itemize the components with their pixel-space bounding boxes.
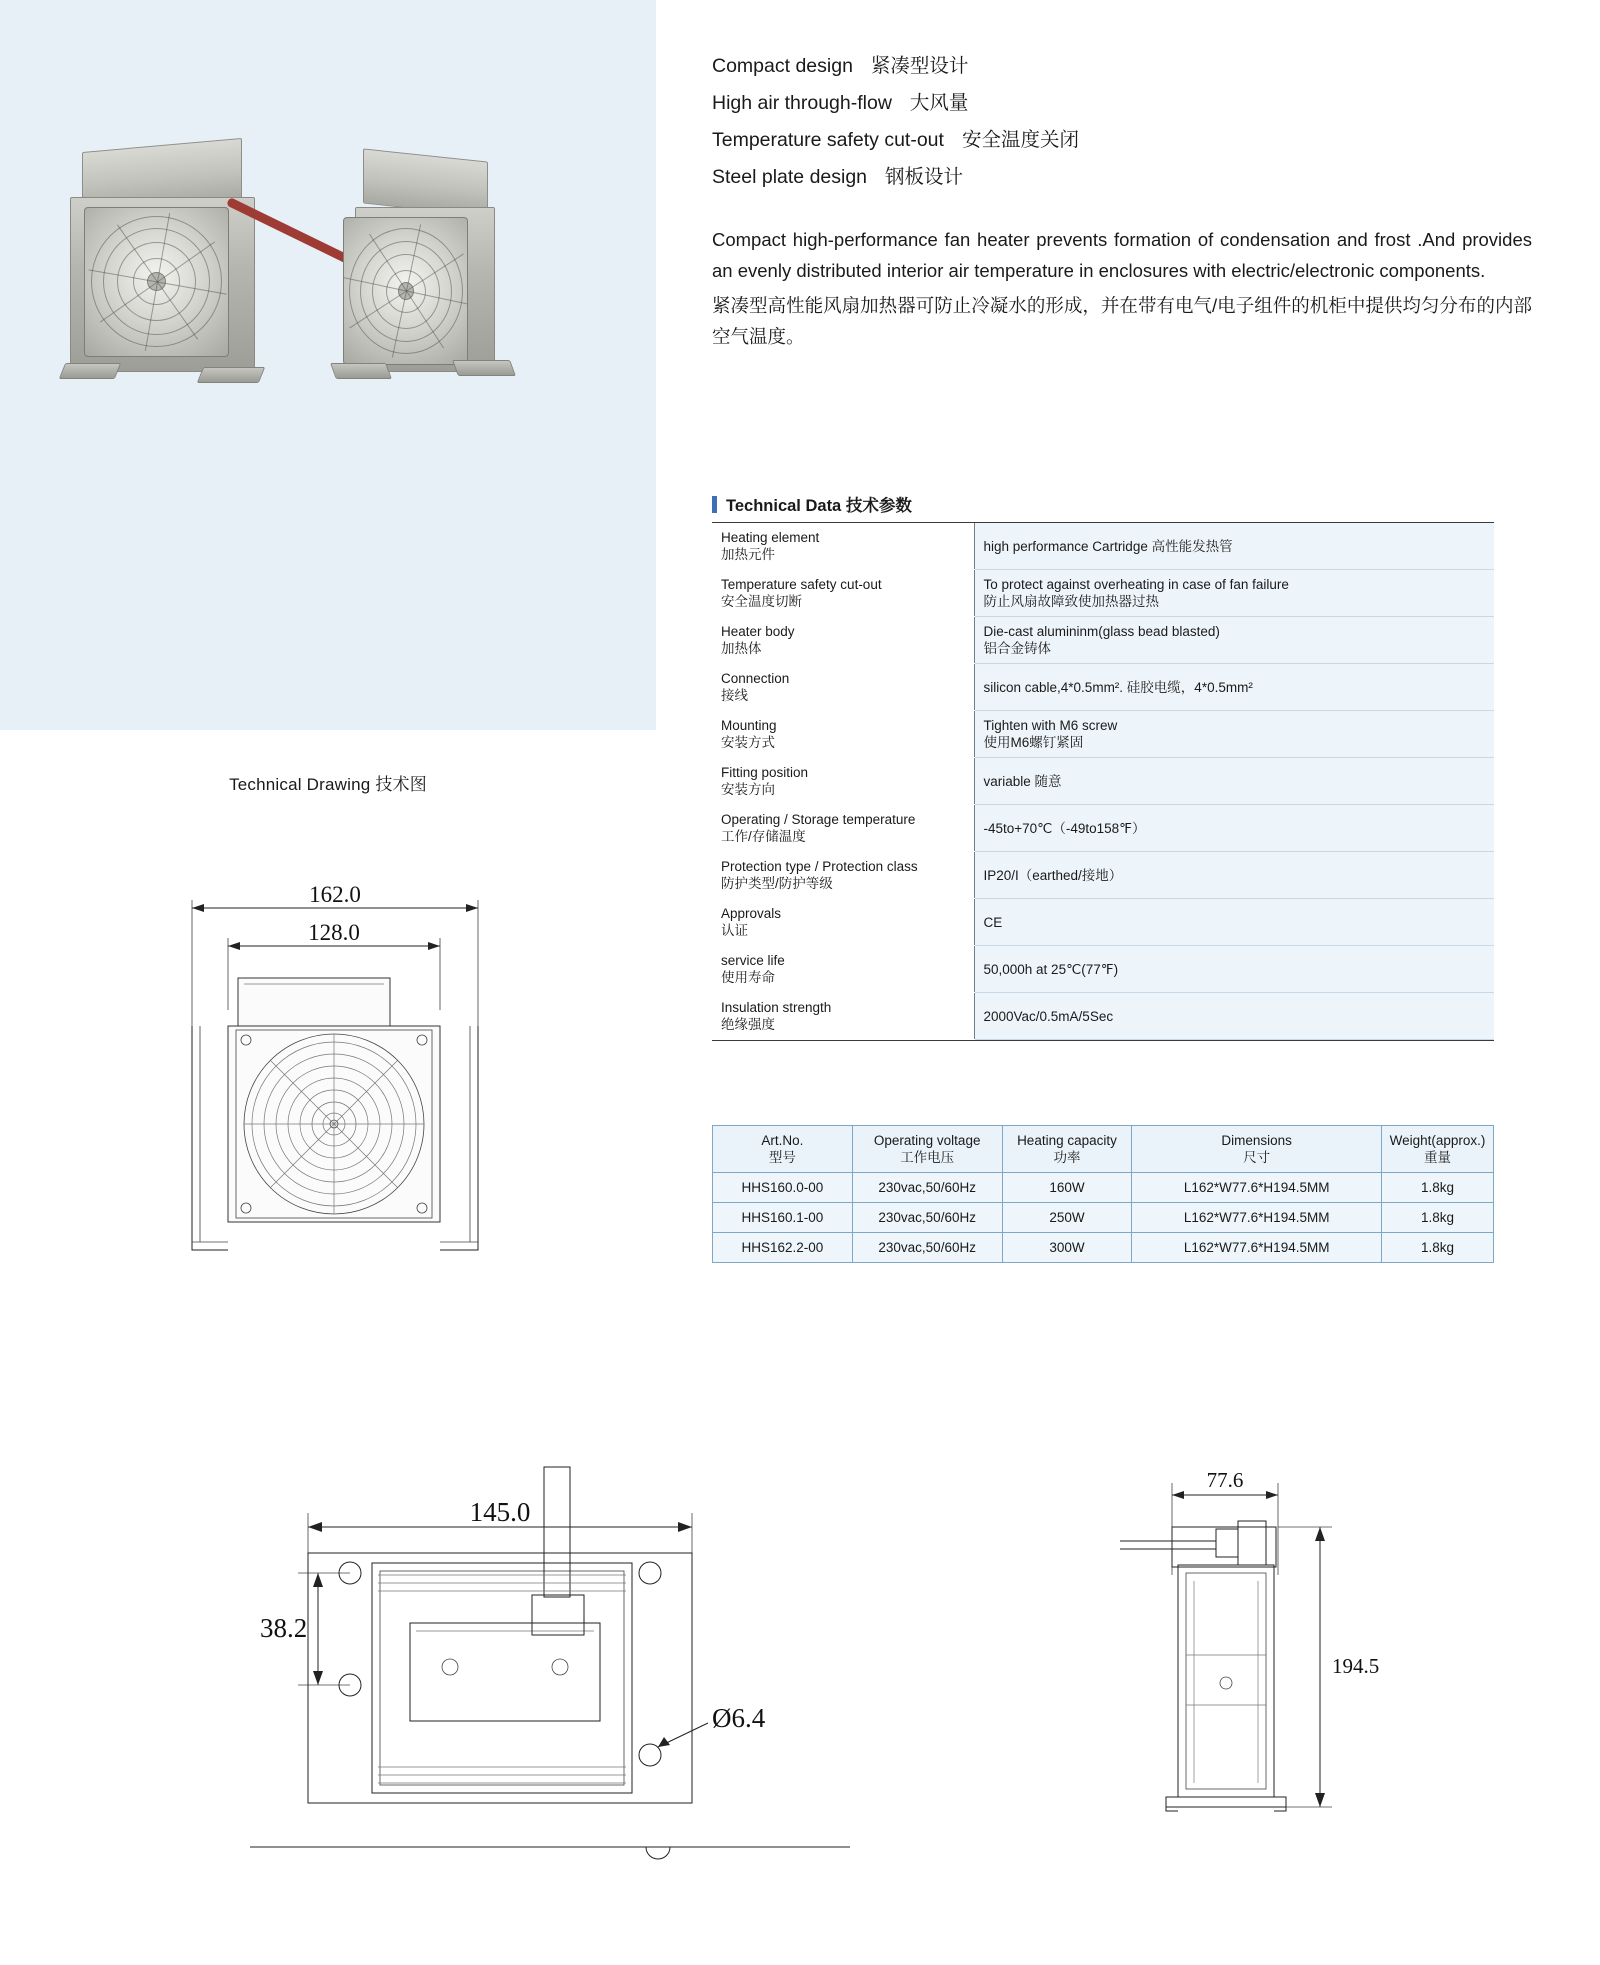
row-key-cn: 绝缘强度 [721,1017,775,1032]
row-value-en: Die-cast alumininm(glass bead blasted) [983,624,1220,639]
technical-data-table [712,523,1494,1040]
fan-heater-unit-left [70,135,280,415]
technical-data-title [712,492,1494,523]
row-key-cn: 防护类型/防护等级 [721,876,833,891]
row-value-en: To protect against overheating in case of fan failure [983,577,1289,592]
row-key-en: Heating element [721,530,820,545]
cell-dimensions: L162*W77.6*H194.5MM [1132,1203,1382,1233]
table-row [713,1233,1494,1263]
header-cn: 功率 [1053,1150,1081,1165]
table-row [712,758,1494,805]
header-en: Operating voltage [873,1133,981,1148]
header-en: Weight(approx.) [1389,1133,1486,1148]
row-key-cn: 认证 [721,923,748,938]
row-value [974,899,1494,946]
cell-art-no: HHS160.1-00 [713,1203,853,1233]
dim-bottom-height: 38.2 [260,1613,308,1643]
table-row [712,805,1494,852]
cell-weight: 1.8kg [1382,1203,1494,1233]
dim-bottom-width: 145.0 [469,1497,531,1527]
front-view-drawing [150,880,570,1300]
dim-side-width: 77.6 [1206,1468,1244,1492]
mounting-foot [59,363,121,379]
technical-data-title-label: Technical Data 技术参数 [726,497,912,515]
feature-label-cn: 安全温度关闭 [961,129,1079,151]
header-cn: 尺寸 [1243,1150,1271,1165]
cell-capacity: 250W [1002,1203,1132,1233]
header-cn: 重量 [1424,1150,1451,1165]
header-cn: 型号 [768,1150,796,1165]
row-value [974,617,1494,664]
row-key [712,946,974,993]
product-description-block [712,48,1532,352]
cell-art-no: HHS162.2-00 [713,1233,853,1263]
row-value [974,852,1494,899]
row-key-en: Mounting [721,718,777,733]
row-key-cn: 使用寿命 [721,970,775,985]
header-cn: 工作电压 [900,1150,955,1165]
row-value-cn: 使用M6螺钉紧固 [983,735,1084,750]
row-value-text: CE [983,914,1003,930]
table-row [713,1173,1494,1203]
feature-label-en: Steel plate design [712,166,868,188]
row-value-en: Tighten with M6 screw [983,718,1118,733]
cell-voltage: 230vac,50/60Hz [852,1203,1002,1233]
table-row [712,993,1494,1040]
header-weight [1382,1126,1494,1173]
feature-label-cn: 紧凑型设计 [870,55,969,77]
bottom-view-drawing [250,1455,950,1875]
row-key [712,617,974,664]
feature-label-en: High air through-flow [712,92,892,114]
row-value [974,664,1494,711]
row-value-text: high performance Cartridge 高性能发热管 [983,538,1233,554]
row-value [974,993,1494,1040]
cell-voltage: 230vac,50/60Hz [852,1173,1002,1203]
header-en: Dimensions [1221,1133,1292,1148]
row-key [712,664,974,711]
table-header-row [713,1126,1494,1173]
cell-capacity: 300W [1002,1233,1132,1263]
row-key-cn: 工作/存储温度 [721,829,806,844]
description-paragraph [712,224,1532,352]
row-value [974,946,1494,993]
description-cn: 紧凑型高性能风扇加热器可防止冷凝水的形成，并在带有电气/电子组件的机柜中提供均匀分布的内部空气温度。 [712,295,1532,347]
row-value [974,523,1494,570]
feature-item [712,48,1532,85]
row-key-cn: 安全温度切断 [721,594,802,609]
row-key-en: Protection type / Protection class [721,859,918,874]
product-photo-panel [0,0,656,730]
row-key [712,758,974,805]
table-bottom-rule [712,1040,1494,1041]
row-key [712,570,974,617]
table-row [712,711,1494,758]
row-value-text: variable 随意 [983,773,1062,789]
accent-bar-icon [712,496,717,513]
dim-front-overall-width: 162.0 [309,882,361,907]
row-key-en: service life [721,953,785,968]
row-key-en: Approvals [721,906,782,921]
dim-hole-diameter: Ø6.4 [712,1703,766,1733]
mounting-foot [330,363,392,379]
row-value-text: IP20/I（earthed/接地） [983,867,1123,883]
table-row [712,664,1494,711]
mounting-foot [197,367,265,383]
row-value [974,570,1494,617]
row-key-cn: 加热体 [721,641,762,656]
row-key-cn: 接线 [721,688,748,703]
row-key-en: Heater body [721,624,795,639]
model-table-section [712,1125,1494,1263]
dim-side-height: 194.5 [1332,1654,1380,1678]
feature-item [712,159,1532,196]
side-view-drawing [1120,1455,1420,1875]
feature-item [712,122,1532,159]
header-art-no [713,1126,853,1173]
cell-weight: 1.8kg [1382,1173,1494,1203]
row-key-cn: 加热元件 [721,547,775,562]
row-key-en: Fitting position [721,765,809,780]
row-value [974,805,1494,852]
row-key-cn: 安装方式 [721,735,775,750]
dim-front-inner-width: 128.0 [308,920,360,945]
row-value-text: -45to+70℃（-49to158℉） [983,820,1146,836]
technical-data-section [712,492,1494,1041]
fan-heater-unit-right [315,155,515,425]
feature-label-cn: 大风量 [909,92,969,114]
feature-label-en: Compact design [712,55,853,77]
feature-list [712,48,1532,196]
fan-grille [84,207,229,357]
table-row [713,1203,1494,1233]
row-value [974,758,1494,805]
drawing-caption: Technical Drawing 技术图 [229,775,427,794]
table-row [712,852,1494,899]
feature-label-cn: 钢板设计 [885,166,964,188]
header-en: Art.No. [761,1133,804,1148]
description-en: Compact high-performance fan heater prevents formation of condensation and frost .And provides an evenly distributed interior air temperature in enclosures with electric/electronic components. [712,229,1532,281]
row-value-text: silicon cable,4*0.5mm². 硅胶电缆，4*0.5mm² [983,679,1253,695]
cell-weight: 1.8kg [1382,1233,1494,1263]
row-key-cn: 安装方向 [721,782,775,797]
row-key [712,523,974,570]
feature-label-en: Temperature safety cut-out [712,129,944,151]
row-key [712,805,974,852]
row-key-en: Connection [721,671,790,686]
row-value-cn: 防止风扇故障致使加热器过热 [983,594,1159,609]
row-key [712,993,974,1040]
cell-dimensions: L162*W77.6*H194.5MM [1132,1173,1382,1203]
header-capacity [1002,1126,1132,1173]
row-key-en: Operating / Storage temperature [721,812,916,827]
cell-capacity: 160W [1002,1173,1132,1203]
cell-dimensions: L162*W77.6*H194.5MM [1132,1233,1382,1263]
header-en: Heating capacity [1017,1133,1117,1148]
row-value [974,711,1494,758]
header-dimensions [1132,1126,1382,1173]
row-key-en: Temperature safety cut-out [721,577,882,592]
cell-voltage: 230vac,50/60Hz [852,1233,1002,1263]
feature-item [712,85,1532,122]
table-row [712,617,1494,664]
row-value-text: 50,000h at 25℃(77℉) [983,961,1119,977]
row-value-text: 2000Vac/0.5mA/5Sec [983,1008,1114,1024]
cell-art-no: HHS160.0-00 [713,1173,853,1203]
row-key [712,711,974,758]
model-table [712,1125,1494,1263]
row-key-en: Insulation strength [721,1000,832,1015]
table-row [712,523,1494,570]
fan-grille [343,217,468,365]
table-row [712,899,1494,946]
row-value-cn: 铝合金铸体 [983,641,1051,656]
header-voltage [852,1126,1002,1173]
product-photo [60,135,580,455]
row-key [712,899,974,946]
table-row [712,570,1494,617]
mounting-foot [452,360,516,376]
table-row [712,946,1494,993]
row-key [712,852,974,899]
